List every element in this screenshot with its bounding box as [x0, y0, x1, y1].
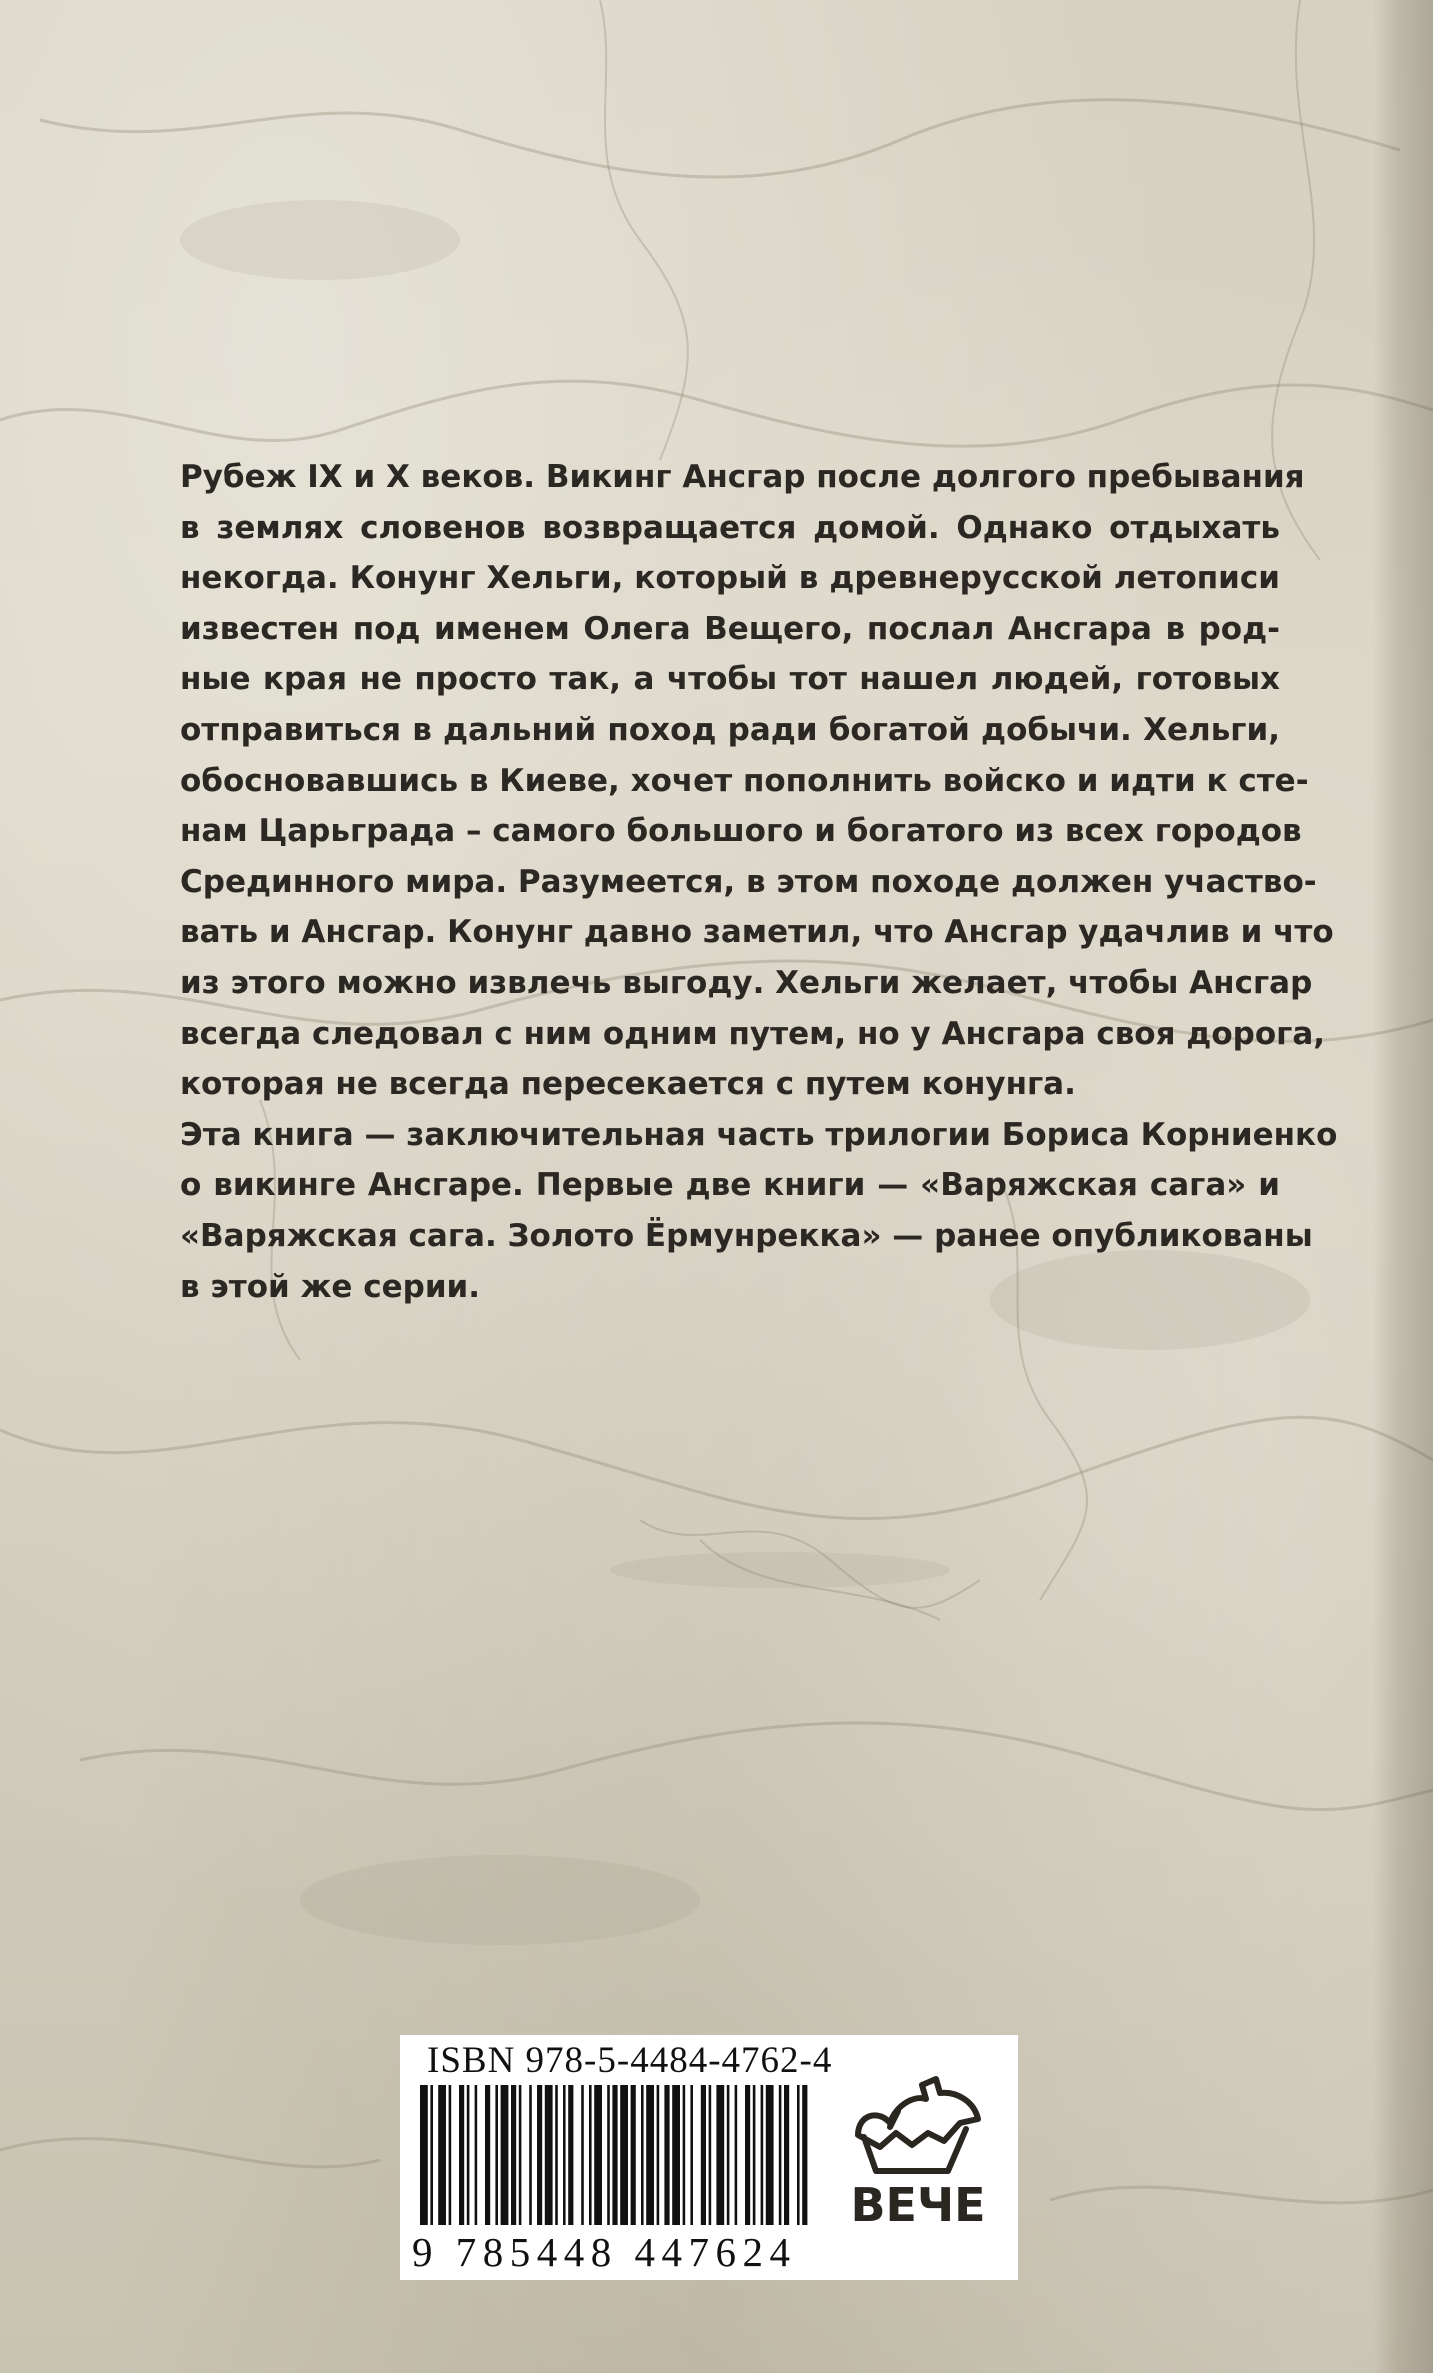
barcode-bar	[761, 2085, 764, 2225]
barcode-bar	[641, 2085, 644, 2225]
isbn-label: ISBN 978-5-4484-4762-4	[427, 2040, 833, 2081]
barcode-bar	[709, 2085, 712, 2225]
barcode-bar	[537, 2085, 542, 2225]
barcode-bar	[735, 2085, 738, 2225]
barcode-bars	[420, 2085, 830, 2235]
barcode-bar	[568, 2085, 573, 2225]
barcode-bar	[511, 2085, 516, 2225]
annotation-line: Срединного мира. Разумеется, в этом походе должен участво-	[180, 863, 1317, 900]
isbn-barcode-panel	[400, 2035, 1018, 2280]
annotation-line: Рубеж IX и X веков. Викинг Ансгар после долгого пребывания	[180, 459, 1305, 495]
barcode-bar	[485, 2085, 490, 2225]
barcode-bar	[672, 2085, 680, 2225]
barcode-digits: 9 785448 447624	[412, 2229, 797, 2275]
annotation-line: в этой же серии.	[180, 1268, 481, 1305]
annotation-line: некогда. Конунг Хельги, который в древнерусской летописи	[180, 560, 1280, 597]
annotation-line: нам Царьграда – самого большого и богатого из всех городов	[180, 813, 1302, 850]
barcode-bar	[519, 2085, 522, 2225]
barcode-bar	[690, 2085, 693, 2225]
barcode-bar	[657, 2085, 660, 2225]
barcode-bar	[607, 2085, 610, 2225]
barcode-bar	[594, 2085, 602, 2225]
barcode-bar	[459, 2085, 464, 2225]
barcode-bar	[797, 2085, 800, 2225]
barcode-bar	[420, 2085, 428, 2225]
barcode-bar	[664, 2085, 669, 2225]
annotation-line: вать и Ансгар. Конунг давно заметил, что Ансгар удачлив и что	[180, 914, 1334, 951]
barcode-bar	[449, 2085, 452, 2225]
annotation-line: из этого можно извлечь выгоду. Хельги желает, чтобы Ансгар	[180, 964, 1313, 1001]
barcode-bar	[495, 2085, 498, 2225]
barcode-bar	[430, 2085, 433, 2225]
barcode-bar	[529, 2085, 532, 2225]
spine-shadow	[1373, 0, 1433, 2373]
barcode-bar	[701, 2085, 706, 2225]
barcode-bar	[612, 2085, 617, 2225]
barcode-bar	[581, 2085, 584, 2225]
annotation-line: которая не всегда пересекается с путем конунга.	[180, 1066, 1076, 1103]
barcode-bar	[779, 2085, 782, 2225]
annotation-line: всегда следовал с ним одним путем, но у Ансгара своя дорога,	[180, 1015, 1326, 1052]
annotation-line: отправиться в дальний поход ради богатой добычи. Хельги,	[180, 711, 1280, 748]
barcode-bar	[745, 2085, 750, 2225]
annotation-line: «Варяжская сага. Золото Ёрмунрекка» — ранее опубликованы	[180, 1217, 1313, 1254]
annotation-line: известен под именем Олега Вещего, послал Ансгара в род-	[180, 610, 1280, 647]
publisher-logo-text: ВЕЧЕ	[850, 2178, 986, 2232]
barcode-bar	[727, 2085, 730, 2225]
annotation-text	[180, 452, 1338, 1312]
veche-publisher-logo	[840, 2075, 1000, 2245]
barcode-bar	[766, 2085, 774, 2225]
barcode-bar	[589, 2085, 592, 2225]
annotation-line: в землях словенов возвращается домой. Однако отдыхать	[180, 509, 1280, 546]
barcode-bar	[631, 2085, 636, 2225]
annotation-line: ные края не просто так, а чтобы тот нашел людей, готовых	[180, 661, 1280, 698]
barcode-bar	[563, 2085, 566, 2225]
annotation-line: обосновавшись в Киеве, хочет пополнить войско и идти к сте-	[180, 762, 1309, 799]
barcode-bar	[501, 2085, 509, 2225]
barcode-bar	[683, 2085, 686, 2225]
barcode-bar	[784, 2085, 789, 2225]
barcode-bar	[802, 2085, 807, 2225]
barcode-bar	[753, 2085, 756, 2225]
barcode-bar	[646, 2085, 654, 2225]
barcode-bar	[467, 2085, 470, 2225]
barcode-bar	[716, 2085, 724, 2225]
barcode-bar	[620, 2085, 628, 2225]
barcode-bar	[475, 2085, 478, 2225]
barcode-bar	[555, 2085, 558, 2225]
annotation-line: Эта книга — заключительная часть трилогии Бориса Корниенко	[180, 1116, 1338, 1153]
annotation-line: о викинге Ансгаре. Первые две книги — «Варяжская сага» и	[180, 1167, 1280, 1204]
barcode-bar	[545, 2085, 553, 2225]
barcode-bar	[438, 2085, 446, 2225]
